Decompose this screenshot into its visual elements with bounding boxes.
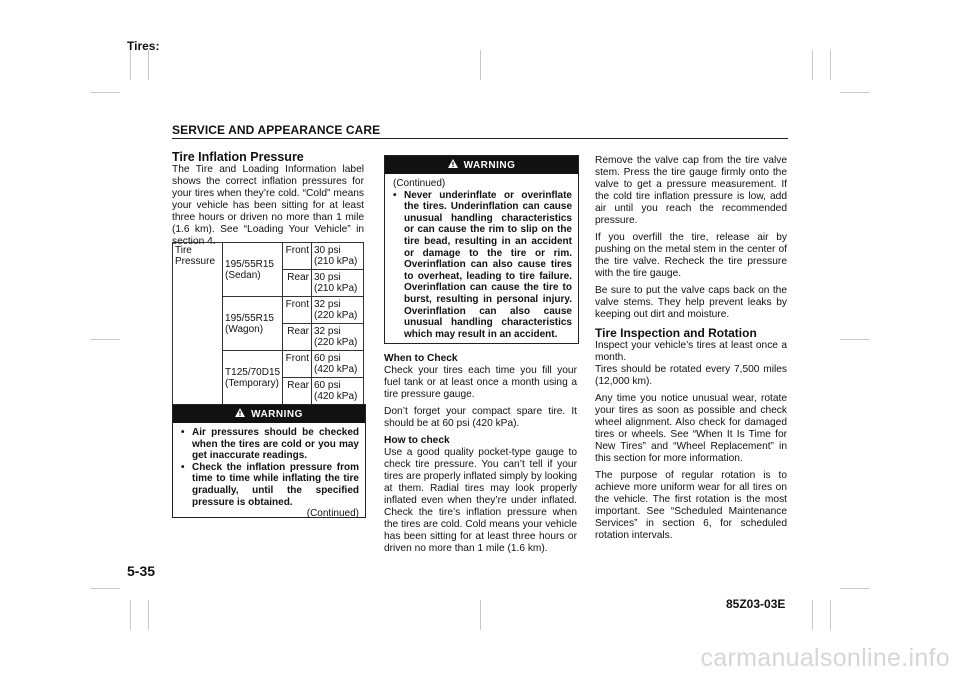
tire-size: T125/70D15 (Temporary) <box>223 351 283 405</box>
warning-item: • Check the inflation pressure from time to time while inflating the tire gradually, until the specified pressure is obtained. <box>181 462 359 508</box>
pressure-value: 60 psi (420 kPa) <box>311 378 363 405</box>
paragraph: Check your tires each time you fill your fuel tank or at least once a month using a tire pressure gauge. <box>384 365 577 400</box>
document-code: 85Z03-03E <box>726 597 786 611</box>
continued-label: (Continued) <box>393 178 446 189</box>
crop-mark <box>90 92 120 93</box>
crop-mark <box>130 50 131 80</box>
column-3 <box>595 155 787 542</box>
watermark: carmanualsonline.info <box>700 644 950 672</box>
tire-position: Front <box>283 351 312 378</box>
tire-position: Front <box>283 243 312 270</box>
tire-position: Front <box>283 297 312 324</box>
section-title: SERVICE AND APPEARANCE CARE <box>172 123 381 137</box>
paragraph: Tires should be rotated every 7,500 miles (12,000 km). <box>595 364 787 387</box>
header-rule <box>172 138 788 139</box>
paragraph: Any time you notice unusual wear, rotate your tires as soon as possible and check wheel alignment. Also check for damaged tires or wheels. See “When It Is Time for New Tires” and “Wheel Replacement” in this section for more information. <box>595 393 787 464</box>
tire-position: Rear <box>283 270 312 297</box>
heading-tire-inflation: Tire Inflation Pressure <box>172 150 304 164</box>
crop-mark <box>90 339 120 340</box>
warning-header <box>173 405 365 423</box>
continued-label: (Continued) <box>306 508 359 520</box>
crop-mark <box>90 588 120 589</box>
tire-position: Rear <box>283 378 312 405</box>
header-top-label: Tires: <box>127 39 160 53</box>
crop-mark <box>830 600 831 630</box>
table-label: Tire Pressure <box>173 243 223 405</box>
crop-mark <box>130 600 131 630</box>
warning-item: • Air pressures should be checked when the tires are cold or you may get inaccurate readings. <box>181 427 359 462</box>
heading-when-to-check: When to Check <box>384 353 458 364</box>
paragraph: Use a good quality pocket-type gauge to check tire pressure. You can’t tell if your tires are properly inflated simply by looking at them. Radial tires may look properly inflated even when they’re under inflated. Check the tire’s inflation pressure when the tires are cold. Cold means your vehicle has been sitting for at least three hours or driven no more than 1 mile (1.6 km). <box>384 447 577 554</box>
paragraph: Remove the valve cap from the tire valve stem. Press the tire gauge firmly onto the valve to get a pressure measurement. If the cold tire inflation pressure is low, add air until you reach the recommended pressure. <box>595 155 787 226</box>
tire-pressure-table <box>172 242 364 405</box>
warning-box-2 <box>384 155 579 344</box>
intro-paragraph: The Tire and Loading Information label shows the correct inflation pressures for your tires when they’re cold. “Cold” means your vehicle has been sitting for at least three hours or driven no more than 1 mile (1.6 km). See “Loading Your Vehicle” in section 4. <box>172 164 364 247</box>
heading-how-to-check: How to check <box>384 435 450 446</box>
column-1 <box>172 150 364 248</box>
tire-size: 195/55R15 (Sedan) <box>223 243 283 297</box>
crop-mark <box>840 339 870 340</box>
crop-mark <box>480 50 481 80</box>
heading-tire-inspection: Tire Inspection and Rotation <box>595 326 757 340</box>
crop-mark <box>830 50 831 80</box>
pressure-value: 60 psi (420 kPa) <box>311 351 363 378</box>
pressure-value: 32 psi (220 kPa) <box>311 297 363 324</box>
paragraph: Inspect your vehicle’s tires at least once a month. <box>595 340 787 363</box>
warning-item: • Never underinflate or overinflate the tires. Underinflation can cause unusual handling characteristics or can cause the rim to slip on the tire bead, resulting in an accident or damage to the tire or rim. Overinflation can also cause tires to overheat, leading to tire failure. Overinflation can cause the tire to burst, resulting in personal injury. Overinflation can also cause unusual handling characteristics which may result in an accident. <box>393 190 572 341</box>
column-2 <box>384 353 577 555</box>
pressure-value: 32 psi (220 kPa) <box>311 324 363 351</box>
crop-mark <box>812 50 813 80</box>
crop-mark <box>812 600 813 630</box>
paragraph: If you overfill the tire, release air by pushing on the metal stem in the center of the tire valve. Recheck the tire pressure with the tire gauge. <box>595 232 787 279</box>
tire-position: Rear <box>283 324 312 351</box>
warning-triangle-icon <box>235 408 245 420</box>
crop-mark <box>840 588 870 589</box>
paragraph: The purpose of regular rotation is to achieve more uniform wear for all tires on the vehicle. The first rotation is the most important. See “Scheduled Maintenance Services” in section 6, for scheduled rotation intervals. <box>595 470 787 541</box>
warning-triangle-icon <box>448 159 458 171</box>
warning-title: WARNING <box>463 159 516 171</box>
warning-header <box>385 156 578 174</box>
pressure-value: 30 psi (210 kPa) <box>311 270 363 297</box>
pressure-value: 30 psi (210 kPa) <box>311 243 363 270</box>
crop-mark <box>840 92 870 93</box>
crop-mark <box>148 600 149 630</box>
warning-title: WARNING <box>251 408 303 420</box>
crop-mark <box>480 600 481 630</box>
paragraph: Don’t forget your compact spare tire. It should be at 60 psi (420 kPa). <box>384 406 577 429</box>
paragraph: Be sure to put the valve caps back on the valve stems. They help prevent leaks by keeping out dirt and moisture. <box>595 285 787 320</box>
tire-size: 195/55R15 (Wagon) <box>223 297 283 351</box>
crop-mark <box>148 50 149 80</box>
page-number: 5-35 <box>127 563 156 579</box>
warning-box-1 <box>172 404 366 518</box>
